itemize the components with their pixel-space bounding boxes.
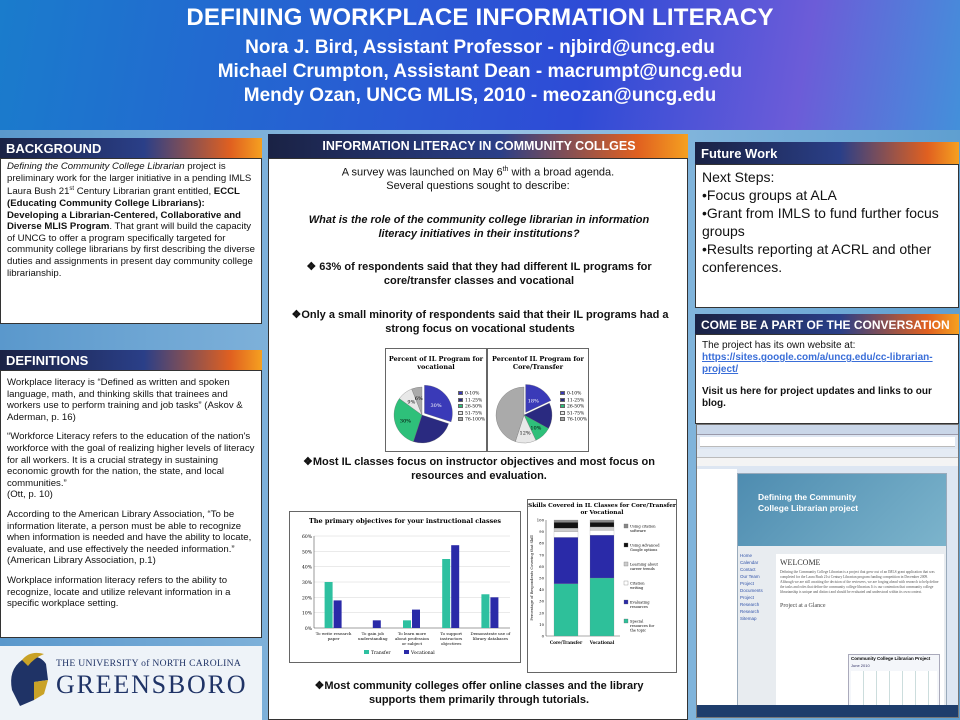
- bar2-ytick-8: 80: [539, 540, 544, 546]
- calendar-grid: [851, 671, 937, 709]
- bar2-ytick-1: 10: [539, 621, 544, 627]
- pie2-legend-label-4: 76-100%: [567, 417, 588, 423]
- site-glance: Project at a Glance: [780, 603, 826, 609]
- site-calendar: [848, 654, 940, 710]
- pie1-label-3: 9%: [407, 399, 416, 406]
- bar1-legend-swatch-0: [364, 650, 369, 654]
- bar1-xlabel-4-0: Demonstrate use of: [470, 631, 511, 636]
- bar1-title: The primary objectives for your instructional classes: [308, 517, 502, 525]
- bar1-ytick-2: 20%: [301, 596, 312, 602]
- site-banner: [738, 474, 946, 546]
- bar2-ytick-0: 0: [541, 633, 544, 639]
- poster-title: DEFINING WORKPLACE INFORMATION LITERACY: [186, 4, 774, 31]
- pie2-legend-swatch-0: [560, 391, 565, 395]
- bar1-ytick-3: 30%: [301, 581, 312, 586]
- definition-cite-ala: (American Library Association, p.1): [7, 555, 156, 567]
- site-nav: [740, 552, 772, 622]
- finding-4: ❖Most community colleges offer online classes and the library supports them primarily through tutorials.: [314, 680, 644, 706]
- middle-box: [268, 158, 688, 720]
- bar2-legend-label-4-1: resources: [630, 605, 648, 609]
- finding-2: ❖Only a small minority of respondents said that their IL programs had a strong focus on vocational students: [291, 309, 669, 335]
- bar1-bar-2-0: [403, 620, 411, 628]
- future-item-3: •Results reporting at ACRL and other conferences.: [702, 241, 932, 275]
- definitions-heading: DEFINITIONS: [0, 350, 262, 370]
- pie1-legend: [458, 391, 485, 424]
- bar1-ytick-0: 0%: [304, 627, 312, 632]
- bar1-xlabel-3-2: objectives: [441, 641, 462, 646]
- bar1-bar-2-1: [412, 610, 420, 628]
- logo-line-2: GREENSBORO: [56, 670, 248, 699]
- bar2-ytick-5: 50: [539, 575, 544, 581]
- conversation-box: [695, 334, 959, 424]
- bar1-bar-0-1: [334, 600, 342, 628]
- definition-workforce-literacy: “Workforce Literacy refers to the education of the nation's workforce with the goal of realizing higher levels of literacy for all workers. It is a crucial strategy in sustaining economic growth for the nation, the state, and local communities.”: [7, 431, 255, 489]
- site-nav-documents[interactable]: Project Documents: [740, 581, 763, 593]
- bar1-xlabel-2-2: or subject: [401, 641, 423, 646]
- bar1-ytick-5: 50%: [301, 550, 312, 556]
- bar1-xlabel-1-0: To gain job: [361, 631, 384, 636]
- future-lead: Next Steps:: [702, 169, 775, 185]
- poster-header: [0, 0, 960, 130]
- bar2-ytick-7: 70: [539, 552, 544, 558]
- bar1-xlabel-4-1: library databases: [472, 636, 509, 641]
- bar2-ytick-6: 60: [539, 563, 544, 569]
- bar1-xlabel-0-1: paper: [327, 636, 340, 641]
- browser-address-bar: [700, 437, 955, 447]
- bar1-xlabel-3-0: To support: [440, 631, 463, 636]
- pie-chart-core-transfer: [487, 348, 589, 452]
- browser-tabs: [697, 449, 958, 458]
- background-heading: BACKGROUND: [0, 138, 262, 158]
- future-box: [695, 164, 959, 308]
- pie1-title: Percent of IL Program for vocational: [388, 355, 484, 371]
- taskbar: [697, 705, 959, 717]
- bar2-seg-0-3: [554, 528, 578, 531]
- bar2-svg: [528, 516, 676, 672]
- site-body: Defining the Community College Librarian is a project that grew out of an IMLS grant application that was completed for the Laura Bush 21st Century Librarian program funding competition in December 2009. Although we are still awaiting the decision of the reviewers, we are forging ahead with research to help define the tasks and roles that define the community college librarian. It is our contention that community college librarianship is unique and distinct and should be evaluated and understood within its own context.: [780, 570, 939, 594]
- conversation-heading: COME BE A PART OF THE CONVERSATION: [695, 314, 959, 334]
- bar2-legend-swatch-5: [624, 619, 628, 623]
- bar2-xlabel-1: Vocational: [589, 640, 615, 645]
- pie2-title: Percentof IL Program for Core/Transfer: [492, 355, 584, 371]
- website-screenshot: [696, 424, 959, 718]
- pie2-legend-label-3: 51-75%: [567, 411, 585, 416]
- future-heading: Future Work: [695, 142, 959, 164]
- pie2-legend-label-0: 0-10%: [567, 391, 582, 397]
- bar1-ytick-6: 60%: [301, 535, 312, 540]
- future-item-2: •Grant from IMLS to fund further focus groups: [702, 205, 939, 239]
- site-title-line-1: Defining the Community: [758, 492, 857, 502]
- bar2-legend-label-5-1: resources for: [630, 624, 655, 628]
- site-content: [776, 554, 944, 714]
- definition-workplace-literacy: Workplace literacy is “Defined as written and spoken language, math, and thinking skills that trainees and workers use to perform training and job tasks” (Askov & Aderman, p. 16): [7, 377, 243, 423]
- pie1-legend-label-4: 76-100%: [465, 417, 486, 423]
- pie2-legend-swatch-4: [560, 417, 565, 421]
- definitions-box: [0, 370, 262, 638]
- bar2-legend-swatch-1: [624, 543, 628, 547]
- bar2-legend-swatch-3: [624, 581, 628, 585]
- conversation-text: The project has its own website at:: [702, 340, 856, 351]
- stacked-chart-skills: [527, 499, 677, 673]
- pie1-legend-label-1: 11-25%: [465, 398, 483, 403]
- bar1-bar-3-1: [451, 545, 459, 628]
- spartan-helmet-icon: [4, 650, 50, 710]
- bar1-bar-4-0: [481, 594, 489, 628]
- background-box: Defining the Community College Librarian project is preliminary work for the larger initiative in a pending IMLS Laura Bush 21st Century Librarian grant entitled, ECCL (Educating Community College Librarians): Developing a Librarian-Centered, Collaborative and Diverse MLIS Program. That grant will build the capacity of UNCG to offer a program specifically targeted for community college librarians by first describing the diverse duties and assignments in present day community college librarianship.: [0, 158, 262, 324]
- site-nav-sitemap[interactable]: Sitemap: [740, 616, 757, 621]
- bar2-legend-label-3-0: Citation: [630, 581, 645, 586]
- bar2-legend-label-0-1: software: [630, 529, 646, 533]
- bar2-seg-1-1: [590, 535, 614, 578]
- bar2-legend-label-5-2: the topic: [630, 628, 647, 633]
- site-nav-calendar[interactable]: Calendar: [740, 560, 759, 565]
- bar2-seg-0-2: [554, 532, 578, 538]
- site-title-line-2: College Librarian project: [758, 503, 859, 513]
- browser-toolbar: [697, 458, 958, 466]
- pie1-legend-label-0: 0-10%: [465, 391, 480, 397]
- pie1-svg: [390, 383, 454, 447]
- bar2-xlabel-0: Core/Transfer: [549, 640, 583, 645]
- bar2-seg-1-0: [590, 578, 614, 636]
- bar2-seg-0-1: [554, 537, 578, 583]
- pie2-legend-swatch-1: [560, 398, 565, 402]
- finding-1: ❖ 63% of respondents said that they had different IL programs for core/transfer classes and vocational: [306, 261, 652, 287]
- bar2-seg-0-0: [554, 584, 578, 636]
- pie2-legend: [560, 391, 587, 424]
- pie1-legend-swatch-0: [458, 391, 463, 395]
- bar2-ylabel: Percentage of Respondents Covering that Skill: [530, 535, 534, 621]
- pie1-legend-swatch-3: [458, 411, 463, 415]
- site-nav-project-research[interactable]: Project Research: [740, 595, 760, 607]
- calendar-title: Community College Librarian Project: [851, 656, 931, 661]
- browser-titlebar: [697, 425, 958, 435]
- site-welcome: WELCOME: [780, 558, 821, 567]
- bar2-ytick-10: 100: [536, 517, 544, 523]
- pie1-label-2: 30%: [399, 418, 412, 425]
- site-nav-contact[interactable]: Contact: [740, 567, 756, 572]
- bar2-legend-label-5-0: Special: [630, 619, 644, 624]
- survey-intro: A survey was launched on May 6th with a broad agenda. Several questions sought to describe:: [341, 166, 615, 192]
- author-2: Michael Crumpton, Assistant Dean - macrumpt@uncg.edu: [217, 61, 743, 82]
- pie2-legend-label-2: 26-50%: [567, 404, 585, 410]
- bar1-svg: [290, 528, 520, 662]
- bar2-ytick-2: 20: [539, 610, 544, 616]
- pie1-legend-swatch-2: [458, 404, 463, 408]
- definition-cite-ott: (Ott, p. 10): [7, 489, 53, 501]
- pie1-legend-swatch-1: [458, 398, 463, 402]
- bar1-ytick-1: 10%: [301, 611, 312, 617]
- author-3: Mendy Ozan, UNCG MLIS, 2010 - meozan@uncg.edu: [243, 85, 717, 106]
- browser-left-margin: [697, 469, 737, 718]
- uncg-logo: [0, 646, 262, 720]
- logo-line-1: THE UNIVERSITY of NORTH CAROLINA: [56, 658, 242, 669]
- conversation-blog-text: Visit us here for project updates and links to our blog.: [702, 386, 932, 409]
- bar2-legend-swatch-0: [624, 524, 628, 528]
- bar1-ytick-4: 40%: [301, 565, 312, 571]
- definition-workplace-info-literacy: Workplace information literacy refers to the ability to recognize, locate and utilize relevant information in a specific workplace setting.: [7, 574, 231, 610]
- pie1-legend-label-2: 26-50%: [465, 404, 483, 410]
- bar2-seg-0-5: [554, 520, 578, 522]
- bar2-legend-label-2-0: Learning about: [630, 562, 658, 567]
- bar1-bar-1-1: [373, 620, 381, 628]
- pie1-legend-item-4: [458, 417, 485, 424]
- bar2-ytick-9: 90: [539, 529, 544, 535]
- bar2-legend-label-0-0: Using citation: [630, 524, 656, 529]
- bar2-title: Skills Covered in IL Classes for Core/Transfer or Vocational: [528, 503, 676, 516]
- project-website-link[interactable]: https://sites.google.com/a/uncg.edu/cc-librarian-project/: [702, 352, 933, 375]
- pie2-label-0: 18%: [527, 398, 539, 405]
- bar1-xlabel-2-1: about profession: [395, 636, 429, 641]
- bar2-seg-0-4: [554, 522, 578, 528]
- site-nav-research[interactable]: Research: [740, 609, 760, 614]
- site-nav-team[interactable]: Our Team: [740, 574, 760, 579]
- pie1-label-0: 30%: [430, 402, 442, 409]
- bar1-bar-3-0: [442, 559, 450, 628]
- bar1-xlabel-3-1: instructors: [440, 636, 463, 641]
- calendar-month: June 2010: [851, 663, 870, 668]
- bar2-legend-label-1-0: Using Advanced: [630, 543, 660, 548]
- pie2-legend-item-4: [560, 417, 587, 424]
- bar1-bar-0-0: [325, 582, 333, 628]
- pie1-legend-label-3: 51-75%: [465, 411, 483, 416]
- pie-chart-vocational: [385, 348, 487, 452]
- pie2-legend-swatch-3: [560, 411, 565, 415]
- bar2-ytick-4: 40: [539, 587, 544, 593]
- pie1-label-4: 6%: [414, 395, 423, 402]
- bar1-xlabel-1-1: understanding: [358, 636, 388, 641]
- bar2-legend-label-3-1: writing: [630, 586, 644, 590]
- bar1-xlabel-0-0: To write research: [315, 631, 352, 636]
- author-1: Nora J. Bird, Assistant Professor - njbird@uncg.edu: [245, 37, 715, 58]
- pie2-svg: [492, 383, 556, 447]
- definition-ala: According to the American Library Association, “To be information literate, a person must be able to recognize when information is needed and have the ability to locate, evaluate, and use effectively the needed information.”: [7, 508, 252, 555]
- site-page: [737, 473, 947, 718]
- pie1-legend-swatch-4: [458, 417, 463, 421]
- bar2-legend-swatch-2: [624, 562, 628, 566]
- bar1-xlabel-2-0: To learn more: [397, 631, 427, 636]
- bar2-seg-1-3: [590, 527, 614, 530]
- bar1-legend-label-1: Vocational: [411, 651, 435, 656]
- future-item-1: •Focus groups at ALA: [702, 187, 837, 203]
- bar2-seg-1-2: [590, 530, 614, 535]
- bar2-seg-1-5: [590, 520, 614, 522]
- bar2-legend-label-1-1: Google options: [630, 548, 658, 552]
- bar2-legend-label-4-0: Evaluating: [630, 600, 650, 605]
- bar2-ytick-3: 30: [539, 598, 544, 604]
- bar1-bar-4-1: [490, 597, 498, 628]
- finding-3: ❖Most IL classes focus on instructor objectives and most focus on resources and evaluation.: [303, 456, 655, 482]
- bar1-legend-label-0: Transfer: [371, 651, 391, 656]
- bar2-legend-label-2-1: career trends: [630, 567, 655, 571]
- pie2-legend-swatch-2: [560, 404, 565, 408]
- pie2-label-3: 12%: [519, 430, 531, 437]
- research-question: What is the role of the community college librarian in information literacy initiatives in their institutions?: [308, 214, 650, 240]
- bar-chart-objectives: [289, 511, 521, 663]
- pie2-legend-label-1: 11-25%: [567, 398, 585, 403]
- bar2-seg-1-4: [590, 522, 614, 527]
- middle-heading: INFORMATION LITERACY IN COMMUNITY COLLGES: [268, 134, 688, 158]
- bar1-legend-swatch-1: [404, 650, 409, 654]
- pie2-label-2: 10%: [530, 425, 542, 432]
- bar2-legend-swatch-4: [624, 600, 628, 604]
- site-nav-home[interactable]: Home: [740, 553, 753, 558]
